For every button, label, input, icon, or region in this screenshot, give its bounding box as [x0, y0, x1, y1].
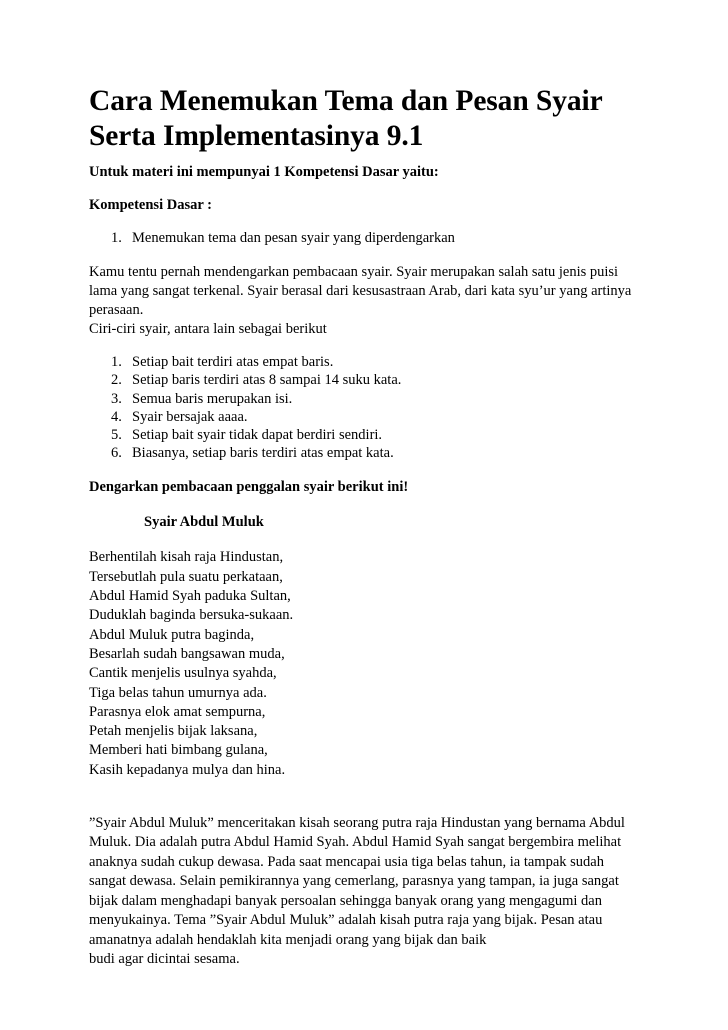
list-number: 1.	[111, 230, 122, 246]
document-title	[89, 84, 669, 154]
list-number: 2.	[111, 372, 122, 389]
list-item	[89, 353, 669, 371]
list-number: 6.	[111, 445, 122, 462]
text-line: bijak dalam menghadapi banyak persoalan sehingga banyak orang yang mengagumi dan	[89, 892, 602, 909]
list-number: 3.	[111, 390, 122, 407]
list-item	[89, 371, 669, 389]
text-line: budi agar dicintai sesama.	[89, 951, 240, 968]
poem-stanza	[89, 548, 669, 780]
analysis-paragraph	[89, 814, 669, 970]
list-item	[89, 229, 669, 247]
list-text: Semua baris merupakan isi.	[132, 390, 293, 407]
text-line: perasaan.	[89, 302, 144, 319]
poem-line: Abdul Muluk putra baginda,	[89, 626, 255, 643]
list-number: 1.	[111, 354, 122, 371]
text-line: sangat dewasa. Selain pemikirannya yang cemerlang, parasnya yang tampan, ia juga sangat	[89, 873, 619, 890]
list-text: Syair bersajak aaaa.	[132, 408, 248, 425]
text-line: Kamu tentu pernah mendengarkan pembacaan syair. Syair merupakan salah satu jenis puisi	[89, 264, 619, 281]
list-item	[89, 390, 669, 408]
list-text: Menemukan tema dan pesan syair yang diperdengarkan	[132, 230, 455, 246]
list-number: 5.	[111, 427, 122, 444]
ciri-list	[89, 353, 669, 462]
list-item	[89, 444, 669, 462]
poem-line: Memberi hati bimbang gulana,	[89, 742, 268, 759]
poem-line: Parasnya elok amat sempurna,	[89, 703, 266, 720]
poem-line: Berhentilah kisah raja Hindustan,	[89, 549, 284, 566]
list-text: Biasanya, setiap baris terdiri atas empat kata.	[132, 445, 394, 462]
poem-line: Besarlah sudah bangsawan muda,	[89, 645, 285, 662]
kd-heading: Kompetensi Dasar :	[89, 197, 212, 213]
text-line: menyukainya. Tema ”Syair Abdul Muluk” adalah kisah putra raja yang bijak. Pesan atau	[89, 912, 603, 929]
poem-line: Abdul Hamid Syah paduka Sultan,	[89, 588, 291, 605]
poem-line: Duduklah baginda bersuka-sukaan.	[89, 607, 294, 624]
intro-text: Untuk materi ini mempunyai 1 Kompetensi Dasar yaitu:	[89, 164, 439, 180]
poem-line: Tersebutlah pula suatu perkataan,	[89, 568, 283, 585]
text-line: ”Syair Abdul Muluk” menceritakan kisah seorang putra raja Hindustan yang bernama Abdul	[89, 814, 625, 831]
list-item	[89, 426, 669, 444]
text-line: anaknya sudah cukup dewasa. Pada saat mencapai usia tiga belas tahun, ia tampak sudah	[89, 853, 604, 870]
document-page	[89, 84, 669, 970]
text-line: amanatnya adalah hendaklah kita menjadi orang yang bijak dan baik	[89, 931, 487, 948]
list-number: 4.	[111, 408, 122, 425]
poem-line: Kasih kepadanya mulya dan hina.	[89, 761, 286, 778]
poem-line: Tiga belas tahun umurnya ada.	[89, 684, 267, 701]
title-line: Serta Implementasinya 9.1	[89, 120, 424, 152]
poem-title: Syair Abdul Muluk	[144, 514, 264, 531]
text-line: Muluk. Dia adalah putra Abdul Hamid Syah. Abdul Hamid Syah sangat bergembira melihat	[89, 834, 622, 851]
poem-line: Cantik menjelis usulnya syahda,	[89, 665, 277, 682]
list-item	[89, 408, 669, 426]
kd-list	[89, 229, 669, 247]
text-line: Ciri-ciri syair, antara lain sebagai berikut	[89, 321, 327, 338]
list-text: Setiap baris terdiri atas 8 sampai 14 suku kata.	[132, 372, 402, 389]
text-line: lama yang sangat terkenal. Syair berasal dari kesusastraan Arab, dari kata syu’ur yang artinya	[89, 283, 632, 300]
instruction-text: Dengarkan pembacaan penggalan syair berikut ini!	[89, 479, 409, 496]
poem-line: Petah menjelis bijak laksana,	[89, 723, 258, 740]
body-paragraph	[89, 263, 669, 339]
list-text: Setiap bait terdiri atas empat baris.	[132, 354, 334, 371]
title-line: Cara Menemukan Tema dan Pesan Syair	[89, 85, 603, 117]
list-text: Setiap bait syair tidak dapat berdiri sendiri.	[132, 427, 383, 444]
